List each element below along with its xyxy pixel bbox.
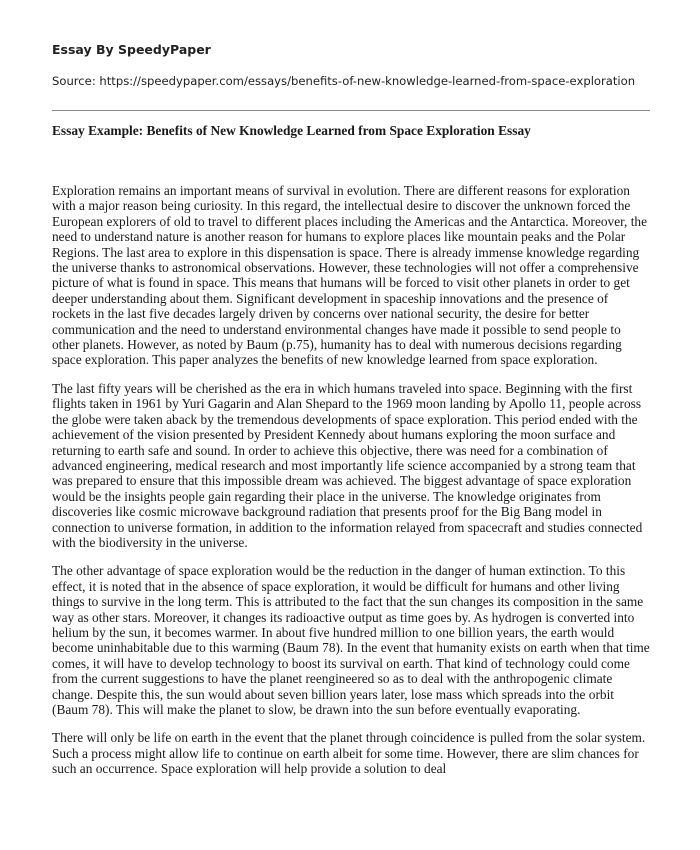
essay-paragraph: The last fifty years will be cherished as the era in which humans traveled into space. Beginning with the first flights taken in 1961 by Yuri Gagarin and Alan Shepard to the 1969 moon landing by Apollo 11, people across the globe were taken aback by the tremendous developments of space exploration. This period ended with the achievement of the vision presented by President Kennedy about humans exploring the moon surface and returning to earth safe and sound. In order to achieve this objective, there was need for a combination of advanced engineering, medical research and most importantly life science accompanied by a strong team that was prepared to ensure that this impossible dream was achieved. The biggest advantage of space exploration would be the insights people gain regarding their place in the universe. The knowledge originates from discoveries like cosmic microwave background radiation that presents proof for the Big Bang model in connection to universe formation, in addition to the information relayed from spacecraft and studies connected with the biodiversity in the universe. <box>52 380 643 550</box>
header-divider <box>52 110 650 111</box>
source-url: Source: https://speedypaper.com/essays/benefits-of-new-knowledge-learned-from-space-exploration <box>52 74 636 88</box>
essay-paragraph: Exploration remains an important means of survival in evolution. There are different reasons for exploration with a major reason being curiosity. In this regard, the intellectual desire to discover the unknown forced the European explorers of old to travel to different places including the Americas and the Antarctica. Moreover, the need to understand nature is another reason for humans to explore places like mountain peaks and the Polar Regions. The last area to explore in this dispensation is space. There is already immense knowledge regarding the universe thanks to astronomical observations. However, these technologies will not offer a comprehensive picture of what is found in space. This means that humans will be forced to visit other planets in order to get deeper understanding about them. Significant development in spaceship innovations and the presence of rockets in the last five decades largely driven by concerns over national security, the desire for better communication and the need to understand environmental changes have made it possible to send people to other planets. However, as noted by Baum (p.75), humanity has to deal with numerous decisions regarding space exploration. This paper analyzes the benefits of new knowledge learned from space exploration. <box>52 183 648 368</box>
essay-paragraph: The other advantage of space exploration would be the reduction in the danger of human extinction. To this effect, it is noted that in the absence of space exploration, it would be difficult for humans and other living things to survive in the long term. This is attributed to the fact that the sun changes its composition in the same way as other stars. Moreover, it changes its radioactive output as time goes by. As hydrogen is converted into helium by the sun, it becomes warmer. In about five hundred million to one billion years, the earth would become uninhabitable due to this warming (Baum 78). In the event that humanity exists on earth when that time comes, it will have to develop technology to boost its survival on earth. That kind of technology could come from the current suggestions to have the planet reengineered so as to deal with the anthropogenic climate change. Despite this, the sun would about seven billion years later, lose mass which spreads into the orbit (Baum 78). This will make the planet to slow, be drawn into the sun before eventually evaporating. <box>52 563 650 717</box>
essay-paragraph: There will only be life on earth in the event that the planet through coincidence is pulled from the solar system. Such a process might allow life to continue on earth albeit for some time. However, there are slim chances for such an occurrence. Space exploration will help provide a solution to deal <box>52 730 646 777</box>
essay-title: Essay Example: Benefits of New Knowledge Learned from Space Exploration Essay <box>52 123 531 138</box>
essay-body <box>52 183 650 777</box>
document-header-title: Essay By SpeedyPaper <box>52 42 211 57</box>
